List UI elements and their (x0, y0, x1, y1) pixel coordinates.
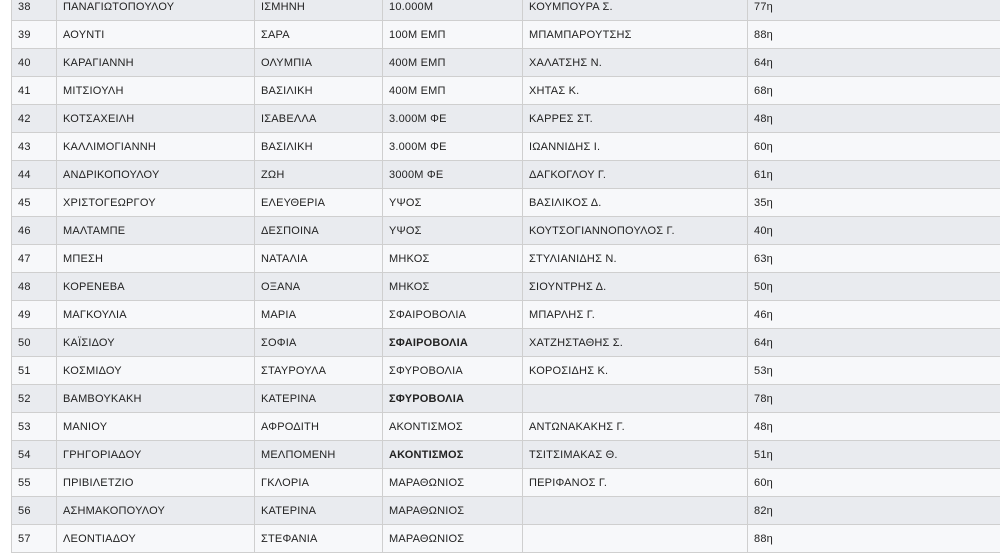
table-row (12, 77, 1000, 105)
cell-event: 3.000Μ ΦΕ (383, 105, 523, 133)
cell-ranking: 48η (748, 105, 1000, 133)
cell-coach: ΜΠΑΡΛΗΣ Γ. (523, 301, 748, 329)
cell-coach: ΚΑΡΡΕΣ ΣΤ. (523, 105, 748, 133)
cell-first-name: ΣΟΦΙΑ (255, 329, 383, 357)
cell-coach (523, 497, 748, 525)
cell-surname: ΓΡΗΓΟΡΙΑΔΟΥ (57, 441, 255, 469)
cell-coach: ΜΠΑΜΠΑΡΟΥΤΣΗΣ (523, 21, 748, 49)
cell-ranking: 53η (748, 357, 1000, 385)
cell-first-name: ΝΑΤΑΛΙΑ (255, 245, 383, 273)
cell-row-number: 57 (12, 525, 57, 553)
cell-row-number: 45 (12, 189, 57, 217)
cell-ranking: 77η (748, 0, 1000, 21)
cell-row-number: 56 (12, 497, 57, 525)
cell-event: ΣΦΥΡΟΒΟΛΙΑ (383, 385, 523, 413)
cell-event: ΑΚΟΝΤΙΣΜΟΣ (383, 413, 523, 441)
cell-surname: ΜΑΓΚΟΥΛΙΑ (57, 301, 255, 329)
cell-row-number: 47 (12, 245, 57, 273)
cell-row-number: 38 (12, 0, 57, 21)
cell-first-name: ΚΑΤΕΡΙΝΑ (255, 497, 383, 525)
cell-surname: ΒΑΜΒΟΥΚΑΚΗ (57, 385, 255, 413)
cell-coach: ΚΟΡΟΣΙΔΗΣ Κ. (523, 357, 748, 385)
cell-first-name: ΓΚΛΟΡΙΑ (255, 469, 383, 497)
cell-coach: ΧΑΛΑΤΣΗΣ Ν. (523, 49, 748, 77)
cell-event: ΜΑΡΑΘΩΝΙΟΣ (383, 525, 523, 553)
cell-first-name: ΣΑΡΑ (255, 21, 383, 49)
cell-coach: ΑΝΤΩΝΑΚΑΚΗΣ Γ. (523, 413, 748, 441)
cell-coach: ΧΗΤΑΣ Κ. (523, 77, 748, 105)
cell-first-name: ΙΣΜΗΝΗ (255, 0, 383, 21)
table-row (12, 385, 1000, 413)
cell-first-name: ΔΕΣΠΟΙΝΑ (255, 217, 383, 245)
cell-event: ΣΦΑΙΡΟΒΟΛΙΑ (383, 329, 523, 357)
table-row (12, 273, 1000, 301)
cell-surname: ΚΟΣΜΙΔΟΥ (57, 357, 255, 385)
cell-first-name: ΜΑΡΙΑ (255, 301, 383, 329)
cell-ranking: 88η (748, 21, 1000, 49)
cell-first-name: ΒΑΣΙΛΙΚΗ (255, 77, 383, 105)
cell-ranking: 40η (748, 217, 1000, 245)
cell-ranking: 60η (748, 133, 1000, 161)
cell-event: ΣΦΥΡΟΒΟΛΙΑ (383, 357, 523, 385)
table-row (12, 0, 1000, 21)
cell-coach: ΠΕΡΙΦΑΝΟΣ Γ. (523, 469, 748, 497)
cell-ranking: 60η (748, 469, 1000, 497)
cell-first-name: ΣΤΑΥΡΟΥΛΑ (255, 357, 383, 385)
cell-ranking: 46η (748, 301, 1000, 329)
cell-row-number: 53 (12, 413, 57, 441)
cell-event: 400Μ ΕΜΠ (383, 49, 523, 77)
cell-row-number: 42 (12, 105, 57, 133)
table-row (12, 189, 1000, 217)
cell-surname: ΚΑΛΛΙΜΟΓΙΑΝΝΗ (57, 133, 255, 161)
cell-event: 10.000Μ (383, 0, 523, 21)
cell-row-number: 49 (12, 301, 57, 329)
athletes-table (11, 0, 1000, 553)
cell-event: ΜΗΚΟΣ (383, 245, 523, 273)
cell-coach: ΙΩΑΝΝΙΔΗΣ Ι. (523, 133, 748, 161)
cell-surname: ΠΡΙΒΙΛΕΤΖΙΟ (57, 469, 255, 497)
cell-surname: ΠΑΝΑΓΙΩΤΟΠΟΥΛΟΥ (57, 0, 255, 21)
cell-coach: ΔΑΓΚΟΓΛΟΥ Γ. (523, 161, 748, 189)
cell-first-name: ΚΑΤΕΡΙΝΑ (255, 385, 383, 413)
cell-event: ΥΨΟΣ (383, 217, 523, 245)
table-row (12, 329, 1000, 357)
table-row (12, 441, 1000, 469)
cell-row-number: 48 (12, 273, 57, 301)
cell-coach: ΒΑΣΙΛΙΚΟΣ Δ. (523, 189, 748, 217)
cell-first-name: ΜΕΛΠΟΜΕΝΗ (255, 441, 383, 469)
cell-first-name: ΟΞΑΝΑ (255, 273, 383, 301)
cell-surname: ΑΟΥΝΤΙ (57, 21, 255, 49)
table-row (12, 217, 1000, 245)
cell-coach: ΣΤΥΛΙΑΝΙΔΗΣ Ν. (523, 245, 748, 273)
cell-surname: ΜΑΛΤΑΜΠΕ (57, 217, 255, 245)
table-row (12, 161, 1000, 189)
cell-first-name: ΑΦΡΟΔΙΤΗ (255, 413, 383, 441)
cell-row-number: 50 (12, 329, 57, 357)
cell-ranking: 63η (748, 245, 1000, 273)
table-row (12, 497, 1000, 525)
cell-surname: ΚΟΡΕΝΕΒΑ (57, 273, 255, 301)
cell-ranking: 82η (748, 497, 1000, 525)
cell-event: 3.000Μ ΦΕ (383, 133, 523, 161)
cell-ranking: 68η (748, 77, 1000, 105)
table-row (12, 105, 1000, 133)
cell-ranking: 35η (748, 189, 1000, 217)
cell-first-name: ΟΛΥΜΠΙΑ (255, 49, 383, 77)
cell-surname: ΜΙΤΣΙΟΥΛΗ (57, 77, 255, 105)
cell-row-number: 51 (12, 357, 57, 385)
cell-coach: ΚΟΥΜΠΟΥΡΑ Σ. (523, 0, 748, 21)
cell-first-name: ΕΛΕΥΘΕΡΙΑ (255, 189, 383, 217)
cell-row-number: 54 (12, 441, 57, 469)
cell-ranking: 51η (748, 441, 1000, 469)
cell-event: ΣΦΑΙΡΟΒΟΛΙΑ (383, 301, 523, 329)
cell-row-number: 43 (12, 133, 57, 161)
cell-surname: ΚΟΤΣΑΧΕΙΛΗ (57, 105, 255, 133)
table-row (12, 245, 1000, 273)
cell-surname: ΜΑΝΙΟΥ (57, 413, 255, 441)
cell-surname: ΑΣΗΜΑΚΟΠΟΥΛΟΥ (57, 497, 255, 525)
cell-row-number: 46 (12, 217, 57, 245)
cell-event: ΜΗΚΟΣ (383, 273, 523, 301)
athletes-table-body (12, 0, 1000, 553)
table-row (12, 133, 1000, 161)
cell-event: ΑΚΟΝΤΙΣΜΟΣ (383, 441, 523, 469)
cell-row-number: 44 (12, 161, 57, 189)
cell-ranking: 50η (748, 273, 1000, 301)
cell-coach: ΚΟΥΤΣΟΓΙΑΝΝΟΠΟΥΛΟΣ Γ. (523, 217, 748, 245)
cell-ranking: 61η (748, 161, 1000, 189)
cell-row-number: 41 (12, 77, 57, 105)
cell-coach (523, 385, 748, 413)
cell-row-number: 39 (12, 21, 57, 49)
cell-surname: ΚΑΡΑΓΙΑΝΝΗ (57, 49, 255, 77)
table-row (12, 21, 1000, 49)
cell-event: 3000Μ ΦΕ (383, 161, 523, 189)
cell-ranking: 64η (748, 329, 1000, 357)
cell-first-name: ΣΤΕΦΑΝΙΑ (255, 525, 383, 553)
cell-coach: ΣΙΟΥΝΤΡΗΣ Δ. (523, 273, 748, 301)
cell-surname: ΜΠΕΣΗ (57, 245, 255, 273)
cell-event: ΥΨΟΣ (383, 189, 523, 217)
cell-surname: ΚΑΪΣΙΔΟΥ (57, 329, 255, 357)
table-row (12, 357, 1000, 385)
cell-first-name: ΙΣΑΒΕΛΛΑ (255, 105, 383, 133)
cell-row-number: 55 (12, 469, 57, 497)
cell-row-number: 40 (12, 49, 57, 77)
cell-surname: ΑΝΔΡΙΚΟΠΟΥΛΟΥ (57, 161, 255, 189)
cell-surname: ΛΕΟΝΤΙΑΔΟΥ (57, 525, 255, 553)
cell-event: ΜΑΡΑΘΩΝΙΟΣ (383, 469, 523, 497)
table-row (12, 413, 1000, 441)
table-row (12, 49, 1000, 77)
cell-coach: ΤΣΙΤΣΙΜΑΚΑΣ Θ. (523, 441, 748, 469)
cell-ranking: 48η (748, 413, 1000, 441)
table-row (12, 301, 1000, 329)
cell-surname: ΧΡΙΣΤΟΓΕΩΡΓΟΥ (57, 189, 255, 217)
cell-row-number: 52 (12, 385, 57, 413)
table-row (12, 525, 1000, 553)
cell-ranking: 64η (748, 49, 1000, 77)
cell-event: 100Μ ΕΜΠ (383, 21, 523, 49)
table-row (12, 469, 1000, 497)
cell-ranking: 88η (748, 525, 1000, 553)
cell-first-name: ΒΑΣΙΛΙΚΗ (255, 133, 383, 161)
cell-coach: ΧΑΤΖΗΣΤΑΘΗΣ Σ. (523, 329, 748, 357)
cell-ranking: 78η (748, 385, 1000, 413)
cell-coach (523, 525, 748, 553)
cell-first-name: ΖΩΗ (255, 161, 383, 189)
cell-event: ΜΑΡΑΘΩΝΙΟΣ (383, 497, 523, 525)
cell-event: 400Μ ΕΜΠ (383, 77, 523, 105)
